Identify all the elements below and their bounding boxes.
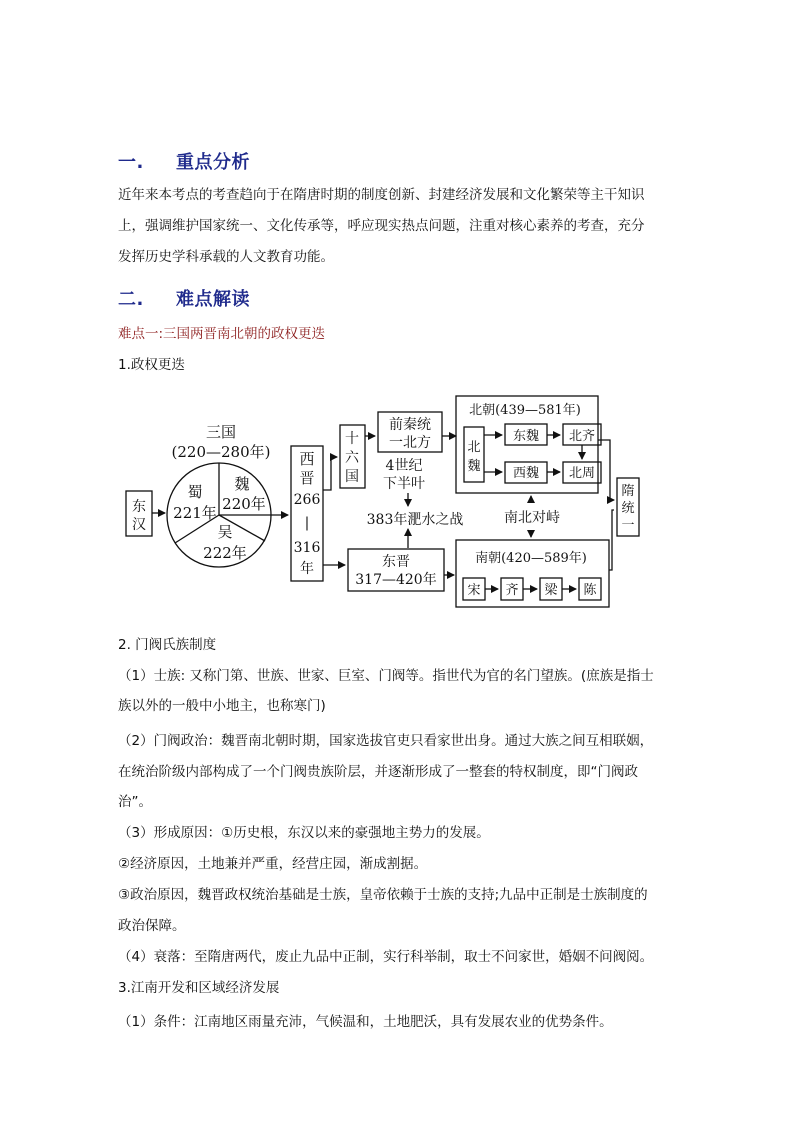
shu-year: 221年 [173,504,217,522]
donghan-label: 东 [132,499,146,515]
wu-year: 222年 [203,544,247,562]
body-line: ③政治原因，魏晋政权统治基础是士族，皇帝依赖于士族的支持;九品中正制是士族制度的 [118,887,648,903]
wu-label: 吴 [217,523,233,541]
beiwei-label: 魏 [467,459,481,474]
feishui-label: 383年淝水之战 [366,512,464,528]
section-number: 一. [118,152,144,173]
nanbei-label: 南北对峙 [504,510,560,526]
sui-label: 统 [621,501,635,516]
chen-label: 陈 [583,583,597,598]
item-heading: 3.江南开发和区域经济发展 [118,980,280,996]
paragraph-line: 发挥历史学科承载的人文教育功能。 [118,249,334,265]
body-line: 族以外的一般中小地主，也称寒门) [118,698,326,714]
nanchao-title: 南朝(420—589年) [475,551,587,566]
dongjin-label: 东晋 [382,554,410,570]
beiwei-label: 北 [467,440,481,455]
body-line: （2）门阀政治：魏晋南北朝时期，国家选拔官吏只看家世出身。通过大族之间互相联姻， [118,733,654,749]
xijin-year: 年 [300,561,314,577]
paragraph-line: 近年来本考点的考查趋向于在隋唐时期的制度创新、封建经济发展和文化繁荣等主干知识 [118,187,645,203]
shiliuguo-label: 国 [345,469,359,485]
dongjin-years: 317—420年 [355,572,437,588]
dongwei-label: 东魏 [512,429,540,444]
qianqin-label: 前秦统 [389,417,431,433]
beizhou-label: 北周 [568,466,596,481]
item-heading: 2. 门阀氏族制度 [118,637,217,653]
sanguo-years: (220—280年) [171,443,271,461]
body-line: ②经济原因，土地兼并严重，经营庄园，渐成割据。 [118,856,428,872]
body-line: 在统治阶级内部构成了一个门阀贵族阶层，并逐渐形成了一整套的特权制度，即“门阀政 [118,764,638,780]
xijin-year: 266 [293,492,321,508]
wei-year: 220年 [222,495,266,513]
item-heading: 1.政权更迭 [118,357,185,373]
body-line: （3）形成原因：①历史根，东汉以来的豪强地主势力的发展。 [118,825,490,841]
body-line: （1）条件：江南地区雨量充沛，气候温和，土地肥沃，具有发展农业的优势条件。 [118,1014,613,1030]
sui-label: 隋 [621,484,635,499]
xiwei-label: 西魏 [512,466,540,481]
donghan-label: 汉 [132,517,146,533]
qianqin-label: 一北方 [389,435,431,451]
section-title: 难点解读 [176,289,250,310]
body-line: 治”。 [118,794,152,810]
paragraph-line: 上，强调维护国家统一、文化传承等，呼应现实热点问题，注重对核心素养的考查，充分 [118,218,645,234]
xijin-year: | [304,515,310,531]
body-line: 政治保障。 [118,918,186,934]
section-title: 重点分析 [176,152,250,173]
song-label: 宋 [467,583,481,598]
wei-label: 魏 [234,475,250,493]
xijin-label: 晋 [299,469,315,487]
shu-label: 蜀 [187,483,203,501]
beichao-title: 北朝(439—581年) [469,403,581,418]
xijin-year: 316 [293,540,321,556]
fourth-century-label: 4世纪 [385,458,423,474]
sui-label: 一 [621,518,635,533]
shiliuguo-label: 六 [345,450,359,466]
qi-label: 齐 [505,583,519,598]
beiqi-label: 北齐 [568,429,596,444]
body-line: （1）士族: 又称门第、世族、世家、巨室、门阀等。指世代为官的名门望族。(庶族是指士 [118,668,654,684]
liang-label: 梁 [544,583,558,598]
sanguo-title: 三国 [205,423,237,441]
shiliuguo-label: 十 [345,431,359,447]
difficulty-heading: 难点一:三国两晋南北朝的政权更迭 [118,326,326,342]
section-number: 二. [118,289,144,310]
xijin-label: 西 [299,450,315,468]
body-line: （4）衰落：至隋唐两代，废止九品中正制，实行科举制，取士不问家世，婚姻不问阀阅。 [118,949,654,965]
fourth-century-label: 下半叶 [383,476,425,492]
